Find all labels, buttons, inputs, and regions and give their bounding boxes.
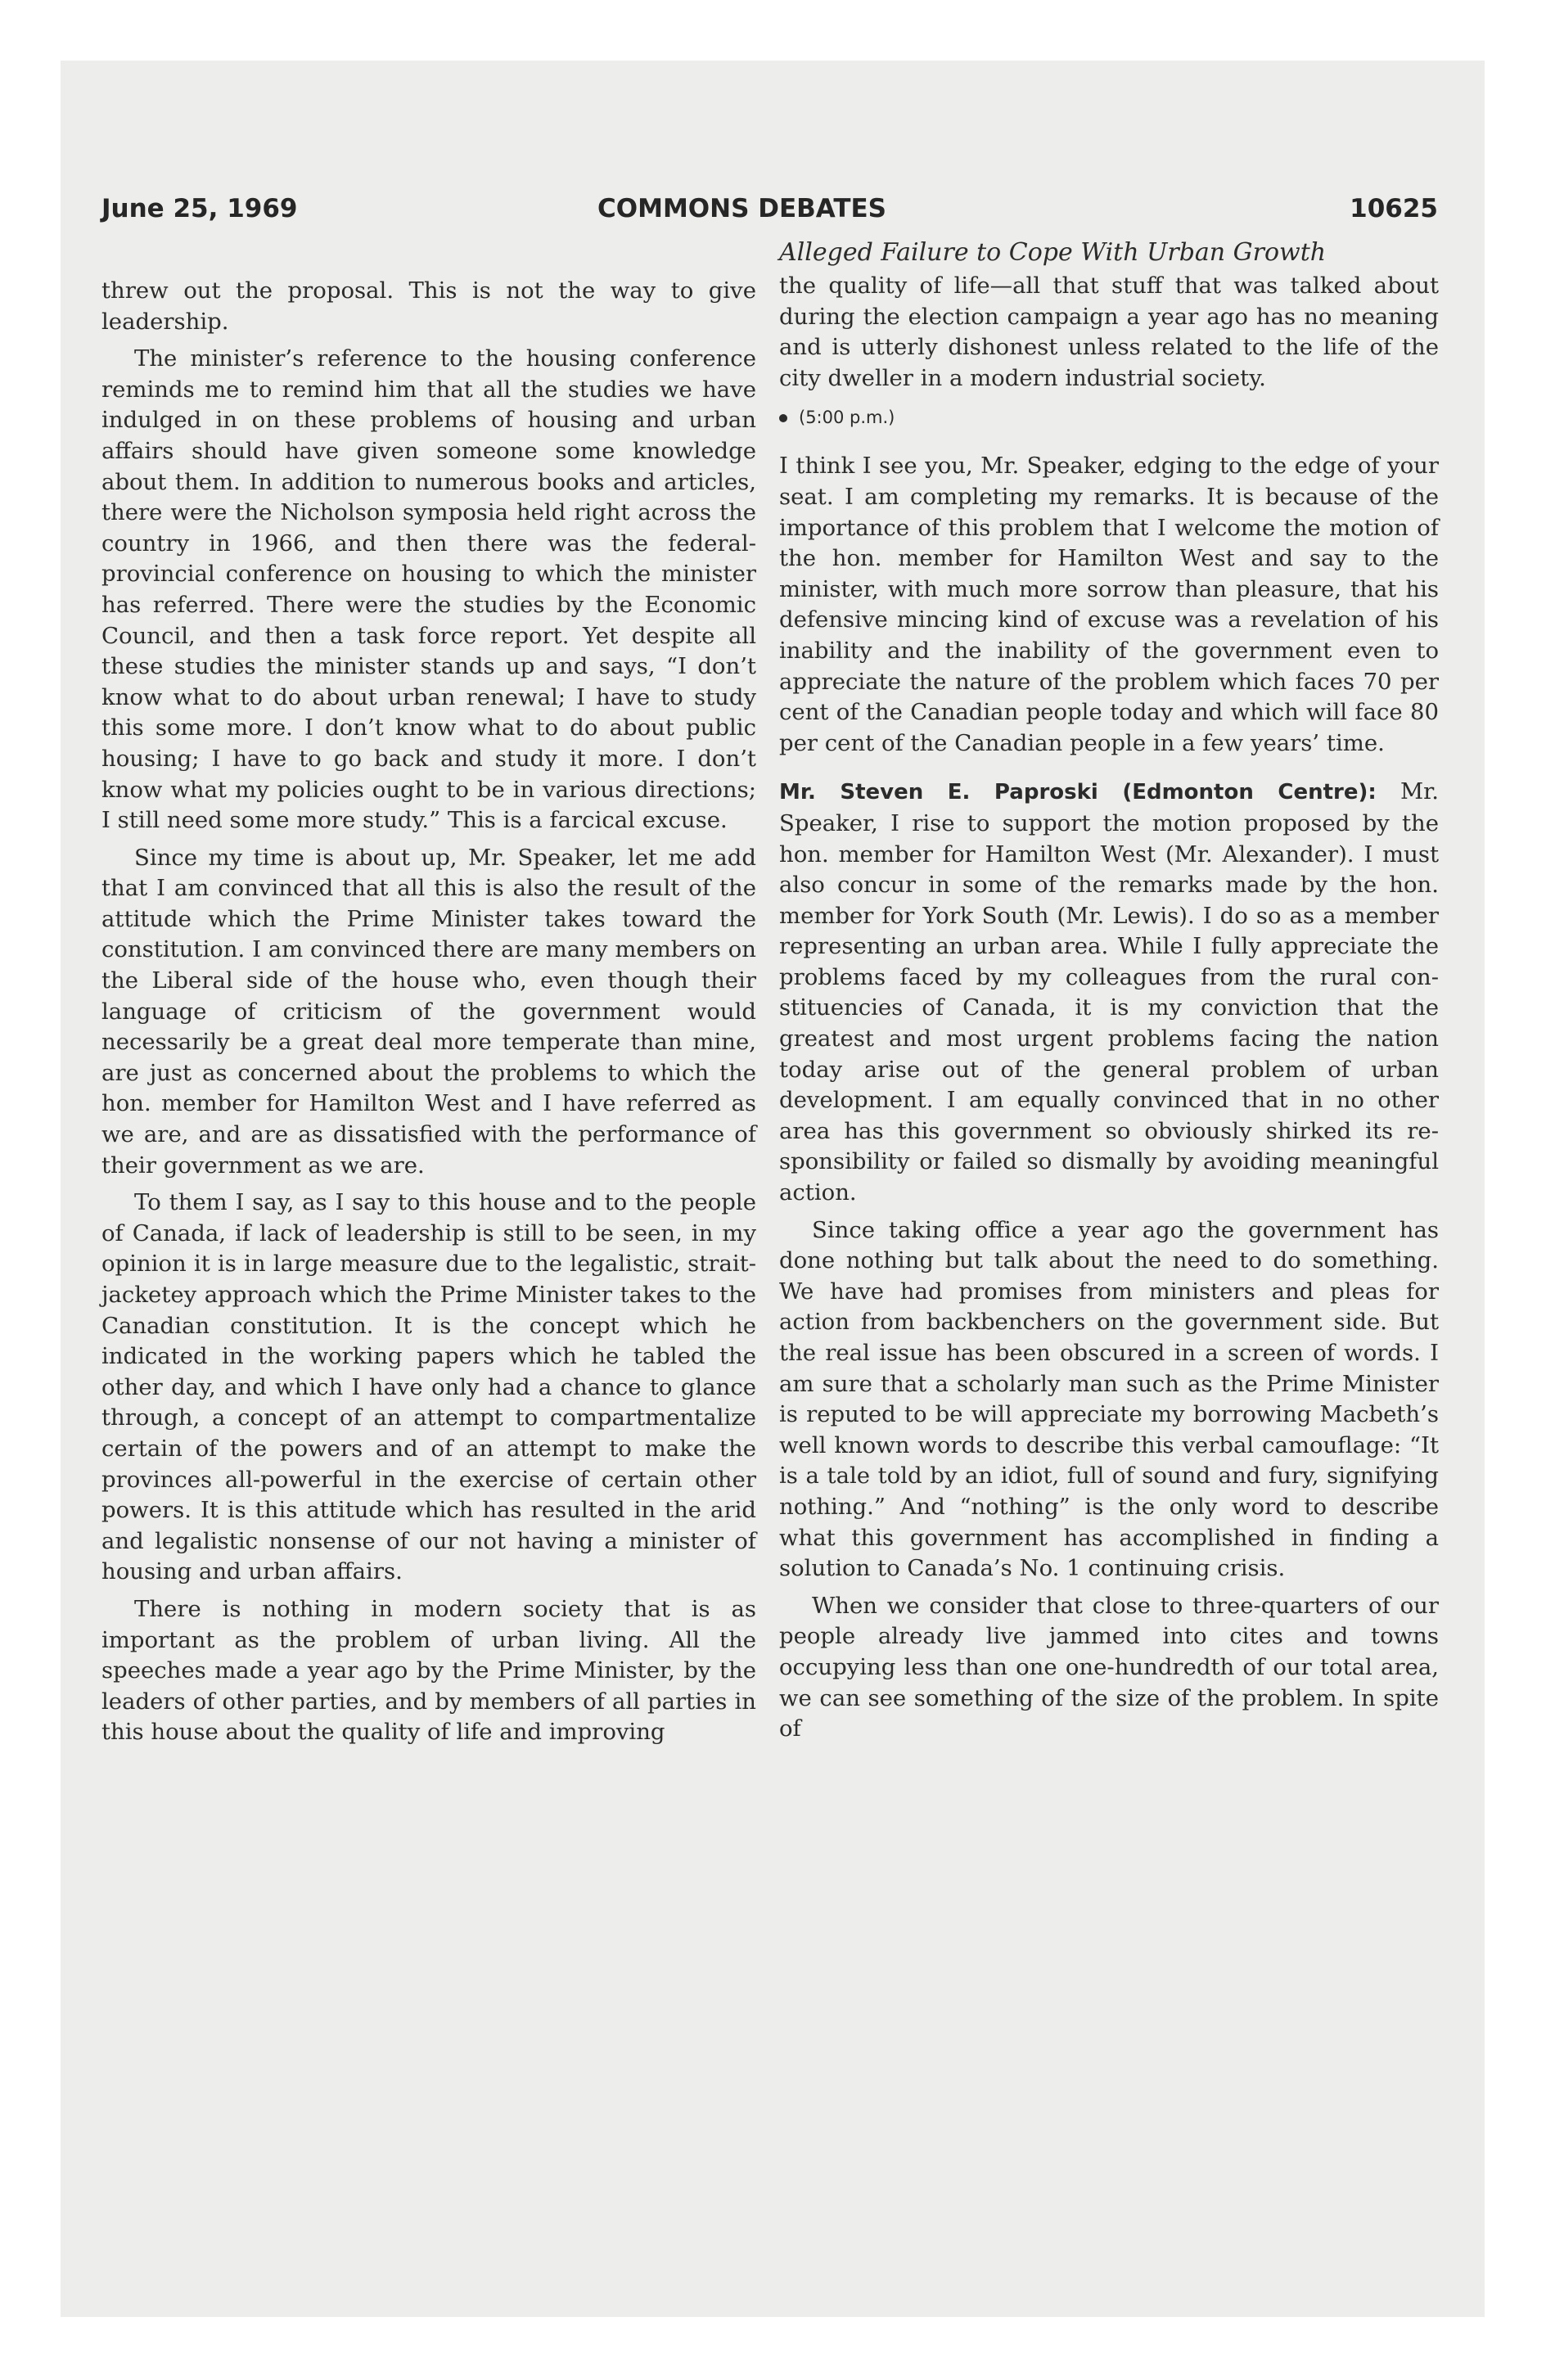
paragraph: The minister’s reference to the housing conference reminds me to remind him that all the studies we have indulged in on these problems of housing and urban affairs should have given someone some knowledge about them. In addition to numerous books and articles, there were the Nicholson symposia held right across the country in 1966, and then there was the federal-provincial conference on housing to which the minister has referred. There were the studies by the Economic Council, and then a task force report. Yet despite all these studies the minister stands up and says, “I don’t know what to do about urban renewal; I have to study this some more. I don’t know what to do about public housing; I have to go back and study it more. I don’t know what my policies ought to be in various directions; I still need some more study.” This is a farcical excuse. <box>101 345 756 834</box>
paragraph: threw out the proposal. This is not the way to give leadership. <box>101 277 756 335</box>
paragraph: To them I say, as I say to this house and to the people of Canada, if lack of leadership is still to be seen, in my opinion it is in large measure due to the legalistic, strait-jacketey approach which the Prime Minister takes to the Canadian constitution. It is the concept which he indicated in the working papers which he tabled the other day, and which I have only had a chance to glance through, a concept of an attempt to compartmentalize certain of the powers and of an attempt to make the provinces all-powerful in the exercise of certain other powers. It is this attitude which has resulted in the arid and legalistic nonsense of our not having a minister of housing and urban affairs. <box>101 1189 756 1585</box>
speaker-paragraph <box>779 777 1439 1208</box>
time-marker-text: (5:00 p.m.) <box>799 408 895 428</box>
subject-heading: Alleged Failure to Cope With Urban Growth <box>779 238 1327 267</box>
running-head <box>101 194 1438 235</box>
speaker-name: Mr. Steven E. Paproski (Edmonton Centre): <box>779 780 1377 805</box>
speaker-text: Mr. Speaker, I rise to support the motion proposed by the hon. member for Hamilton West (Mr. Alexander). I must also concur in some of the remarks made by the hon. member for York South (Mr. Lewis). I do so as a member representing an urban area. While I fully appreciate the problems faced by my colleagues from the rural constituencies of Canada, it is my conviction that the greatest and most urgent problems facing the nation today arise out of the general problem of urban development. I am equally convinced that in no other area has this government so obviously shirked its responsibility or failed so dismally by avoiding meaningful action. <box>779 778 1439 1206</box>
paragraph: There is nothing in modern society that is as important as the problem of urban living. All the speeches made a year ago by the Prime Minister, by the leaders of other parties, and by members of all parties in this house about the quality of life and improving <box>101 1595 756 1746</box>
paragraph: Since my time is about up, Mr. Speaker, let me add that I am convinced that all this is also the result of the attitude which the Prime Minister takes toward the constitution. I am convinced there are many members on the Liberal side of the house who, even though their language of criticism of the government would necessarily be a great deal more temperate than mine, are just as concerned about the problems to which the hon. member for Hamilton West and I have referred as we are, and are as dissatisfied with the performance of their government as we are. <box>101 844 756 1179</box>
bullet-icon <box>779 414 787 422</box>
paragraph: When we consider that close to three-quarters of our people already live jammed into cites and towns occupying less than one one-hundredth of our total area, we can see something of the size of the problem. In spite of <box>779 1592 1439 1742</box>
paragraph: I think I see you, Mr. Speaker, edging to the edge of your seat. I am completing my remarks. It is because of the importance of this problem that I welcome the motion of the hon. member for Hamilton West and say to the minister, with much more sorrow than pleasure, that his defensive mincing kind of excuse was a revelation of his inability and the inability of the government even to appreciate the nature of the problem which faces 70 per cent of the Canadian people today and which will face 80 per cent of the Canadian people in a few years’ time. <box>779 453 1439 756</box>
header-title: COMMONS DEBATES <box>597 194 886 223</box>
paragraph: Since taking office a year ago the government has done nothing but talk about the need to do something. We have had promises from ministers and pleas for action from backbenchers on the government side. But the real issue has been obscured in a screen of words. I am sure that a scholarly man such as the Prime Minister is reputed to be will appreciate my borrowing Macbeth’s well known words to describe this verbal camouflage: “It is a tale told by an idiot, full of sound and fury, signifying nothing.” And “nothing” is the only word to describe what this government has accomplished in finding a solution to Canada’s No. 1 continuing crisis. <box>779 1216 1439 1582</box>
paragraph: the quality of life—all that stuff that was talked about during the election campaign a year ago has no meaning and is utterly dishonest unless related to the life of the city dweller in a modern industrial society. <box>779 273 1439 391</box>
left-column <box>101 237 756 1748</box>
header-date: June 25, 1969 <box>101 194 298 223</box>
time-marker <box>779 405 1439 430</box>
header-page-number: 10625 <box>1350 194 1438 223</box>
right-column <box>779 237 1439 1745</box>
